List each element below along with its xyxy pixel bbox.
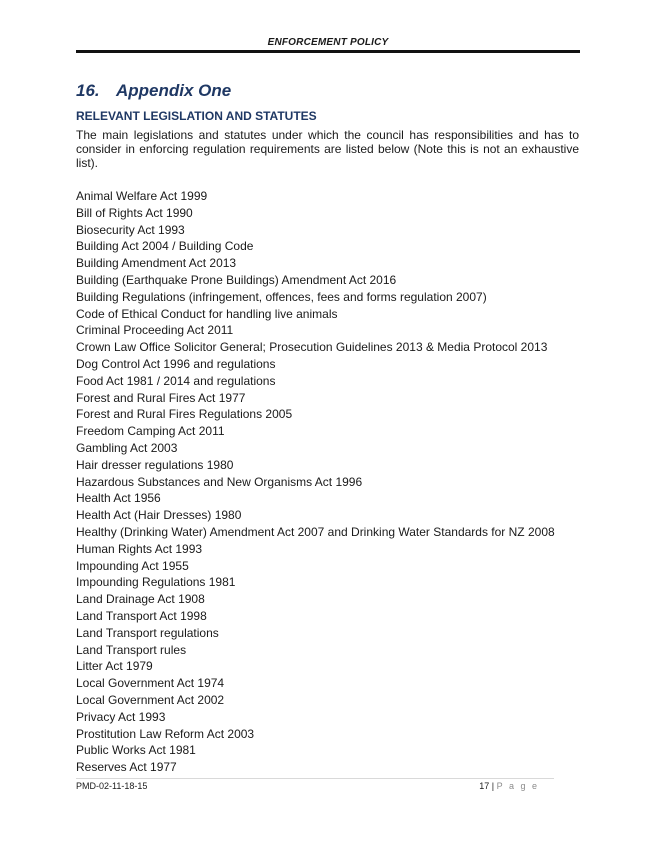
- legislation-item: Healthy (Drinking Water) Amendment Act 2007 and Drinking Water Standards for NZ 2008: [76, 524, 555, 539]
- running-header: ENFORCEMENT POLICY: [267, 37, 389, 48]
- legislation-item: Dog Control Act 1996 and regulations: [76, 356, 276, 371]
- legislation-item: Hair dresser regulations 1980: [76, 457, 234, 472]
- legislation-item: Food Act 1981 / 2014 and regulations: [76, 373, 276, 388]
- section-title: Appendix One: [116, 81, 232, 100]
- legislation-item: Health Act 1956: [76, 491, 161, 506]
- intro-paragraph: The main legislations and statutes under which the council has responsibilities and has to consider in enforcing regulation requirements are listed below (Note this is not an exhaustive list).: [76, 128, 579, 170]
- legislation-item: Building (Earthquake Prone Buildings) Amendment Act 2016: [76, 272, 397, 287]
- legislation-item: Land Drainage Act 1908: [76, 592, 205, 607]
- footer-rule: [76, 778, 554, 779]
- legislation-item: Health Act (Hair Dresses) 1980: [76, 508, 242, 523]
- legislation-item: Land Transport rules: [76, 642, 187, 657]
- legislation-item: Forest and Rural Fires Regulations 2005: [76, 407, 293, 422]
- legislation-item: Building Act 2004 / Building Code: [76, 239, 254, 254]
- legislation-item: Litter Act 1979: [76, 659, 153, 674]
- legislation-list: [76, 188, 555, 776]
- legislation-item: Code of Ethical Conduct for handling live animals: [76, 306, 338, 321]
- header-rule: [76, 50, 580, 53]
- legislation-item: Local Government Act 1974: [76, 676, 225, 691]
- footer-doc-id: PMD-02-11-18-15: [76, 781, 148, 791]
- legislation-item: Freedom Camping Act 2011: [76, 424, 225, 439]
- legislation-item: Human Rights Act 1993: [76, 541, 203, 556]
- legislation-item: Biosecurity Act 1993: [76, 222, 185, 237]
- legislation-item: Animal Welfare Act 1999: [76, 189, 208, 203]
- footer-page-indicator: [479, 781, 539, 791]
- legislation-item: Land Transport Act 1998: [76, 608, 207, 623]
- section-heading: [76, 81, 231, 101]
- legislation-item: Gambling Act 2003: [76, 440, 178, 455]
- legislation-item: Impounding Regulations 1981: [76, 575, 236, 590]
- legislation-item: Privacy Act 1993: [76, 709, 166, 724]
- legislation-item: Crown Law Office Solicitor General; Prosecution Guidelines 2013 & Media Protocol 2013: [76, 340, 548, 355]
- page-word: P a g e: [496, 781, 539, 791]
- legislation-item: Public Works Act 1981: [76, 743, 196, 758]
- legislation-item: Criminal Proceeding Act 2011: [76, 323, 234, 338]
- legislation-item: Prostitution Law Reform Act 2003: [76, 726, 255, 741]
- legislation-item: Building Regulations (infringement, offences, fees and forms regulation 2007): [76, 289, 487, 304]
- legislation-item: Land Transport regulations: [76, 625, 219, 640]
- page-number: 17: [479, 781, 490, 791]
- legislation-item: Reserves Act 1977: [76, 760, 177, 775]
- subheading: RELEVANT LEGISLATION AND STATUTES: [76, 109, 317, 123]
- legislation-item: Local Government Act 2002: [76, 692, 225, 707]
- page-separator: |: [491, 781, 495, 791]
- legislation-item: Building Amendment Act 2013: [76, 256, 237, 271]
- legislation-item: Hazardous Substances and New Organisms Act 1996: [76, 474, 363, 489]
- legislation-item: Bill of Rights Act 1990: [76, 205, 193, 220]
- section-number: 16.: [76, 81, 100, 100]
- legislation-item: Impounding Act 1955: [76, 558, 189, 573]
- legislation-item: Forest and Rural Fires Act 1977: [76, 390, 246, 405]
